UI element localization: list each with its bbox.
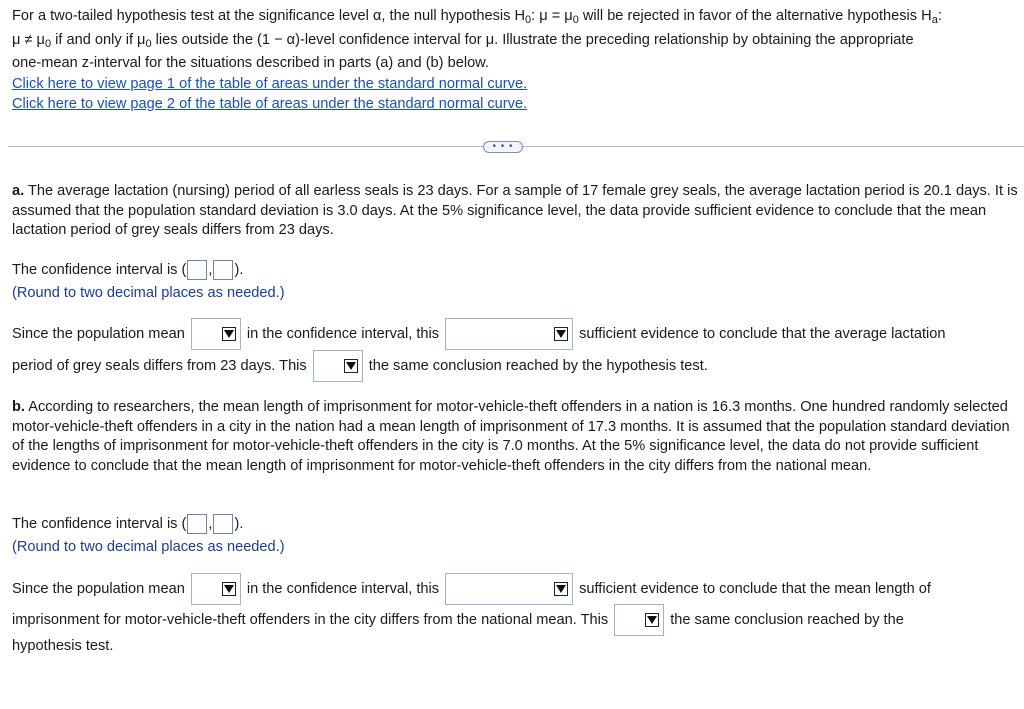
part-a-ci-lower-input[interactable] [187, 260, 207, 280]
since-prefix: Since the population mean [12, 326, 185, 342]
part-b-hypothesis-test-text: hypothesis test. [12, 638, 114, 654]
ci-prefix: The confidence interval is ( [12, 516, 187, 532]
in-ci-text: in the confidence interval, this [246, 581, 440, 597]
part-a-round-hint: (Round to two decimal places as needed.) [12, 285, 285, 301]
dropdown-arrow-icon [645, 613, 659, 627]
dropdown-arrow-icon [344, 359, 358, 373]
same-conclusion-text: the same conclusion reached by the hypothesis test. [368, 358, 708, 374]
part-a-text: The average lactation (nursing) period of all earless seals is 23 days. For a sample of 17 female grey seals, the average lactation period is 20.1 days. It is assumed that the population standard deviation is 3.0 days. At the 5% significance level, the data provide sufficient evidence to conclude that the mean lactation period of grey seals differs from 23 days. [12, 183, 1018, 238]
dropdown-arrow-icon [222, 582, 236, 596]
part-b-evidence-dropdown[interactable] [445, 573, 573, 605]
ci-prefix: The confidence interval is ( [12, 262, 187, 278]
part-a-ci-line [12, 259, 243, 281]
ci-separator: , [208, 516, 213, 532]
mu-subscript: 0 [44, 38, 52, 50]
part-b-conclusion-line [12, 604, 904, 636]
part-a-ci-upper-input[interactable] [213, 260, 233, 280]
dropdown-arrow-icon [554, 582, 568, 596]
mu-subscript: 0 [572, 14, 579, 26]
part-b-ci-lower-input[interactable] [187, 514, 207, 534]
sufficient-text: sufficient evidence to conclude that the mean length of [579, 581, 931, 597]
intro-text: For a two-tailed hypothesis test at the significance level α, the null hypothesis H [12, 8, 525, 24]
dropdown-arrow-icon [554, 327, 568, 341]
period-text: period of grey seals differs from 23 days. This [12, 358, 307, 374]
part-b-label: b. [12, 399, 25, 415]
intro-text: μ ≠ μ [12, 32, 45, 48]
same-conclusion-text: the same conclusion reached by the [670, 612, 904, 628]
h-subscript: 0 [525, 14, 532, 26]
ci-separator: , [208, 262, 213, 278]
part-a-since-line [12, 318, 946, 350]
ci-suffix: ). [234, 516, 244, 532]
table-page-1-link[interactable]: Click here to view page 1 of the table of areas under the standard normal curve. [12, 76, 528, 92]
table-page-2-link[interactable]: Click here to view page 2 of the table of areas under the standard normal curve. [12, 96, 528, 112]
in-ci-text: in the confidence interval, this [246, 326, 440, 342]
part-b-conclusion-dropdown[interactable] [614, 604, 664, 636]
intro-line-1 [12, 4, 1020, 28]
imprisonment-text: imprisonment for motor-vehicle-theft offenders in the city differs from the national mean. This [12, 612, 609, 628]
part-b-since-line [12, 573, 931, 605]
part-a-question [12, 182, 1022, 241]
ci-suffix: ). [234, 262, 244, 278]
intro-text: : [937, 8, 942, 24]
part-b-round-hint: (Round to two decimal places as needed.) [12, 539, 285, 555]
part-a-mean-dropdown[interactable] [191, 318, 241, 350]
question-intro [12, 4, 1020, 114]
part-b-text: According to researchers, the mean length of imprisonment for motor-vehicle-theft offenders in a nation is 16.3 months. One hundred randomly selected motor-vehicle-theft offenders in a city in the nation had a mean length of imprisonment of 17.3 months. It is assumed that the population standard deviation of the lengths of imprisonment for motor-vehicle-theft offenders in the city is 7.0 months. At the 5% significance level, the data do not provide sufficient evidence to conclude that the mean length of imprisonment for motor-vehicle-theft offenders in the city differs from the national mean. [12, 399, 1010, 474]
part-a-evidence-dropdown[interactable] [445, 318, 573, 350]
part-a-conclusion-line [12, 350, 708, 382]
intro-text: will be rejected in favor of the alternative hypothesis H [578, 8, 932, 24]
part-a-conclusion-dropdown[interactable] [313, 350, 363, 382]
part-b-mean-dropdown[interactable] [191, 573, 241, 605]
intro-line-3: one-mean z-interval for the situations described in parts (a) and (b) below. [12, 55, 489, 71]
sufficient-text: sufficient evidence to conclude that the average lactation [579, 326, 946, 342]
part-b-ci-upper-input[interactable] [213, 514, 233, 534]
mu-subscript: 0 [145, 38, 152, 50]
intro-text: lies outside the (1 − α)-level confidence interval for μ. Illustrate the preceding relationship by obtaining the appropriate [151, 32, 914, 48]
part-b-ci-line [12, 513, 243, 535]
intro-text: if and only if μ [51, 32, 146, 48]
part-a-label: a. [12, 183, 25, 199]
intro-line-2 [12, 28, 1020, 52]
dropdown-arrow-icon [222, 327, 236, 341]
ha-subscript: a [931, 14, 938, 26]
since-prefix: Since the population mean [12, 581, 185, 597]
intro-text: : μ = μ [531, 8, 573, 24]
more-options-button[interactable]: • • • [483, 141, 523, 153]
part-b-question [12, 398, 1022, 476]
